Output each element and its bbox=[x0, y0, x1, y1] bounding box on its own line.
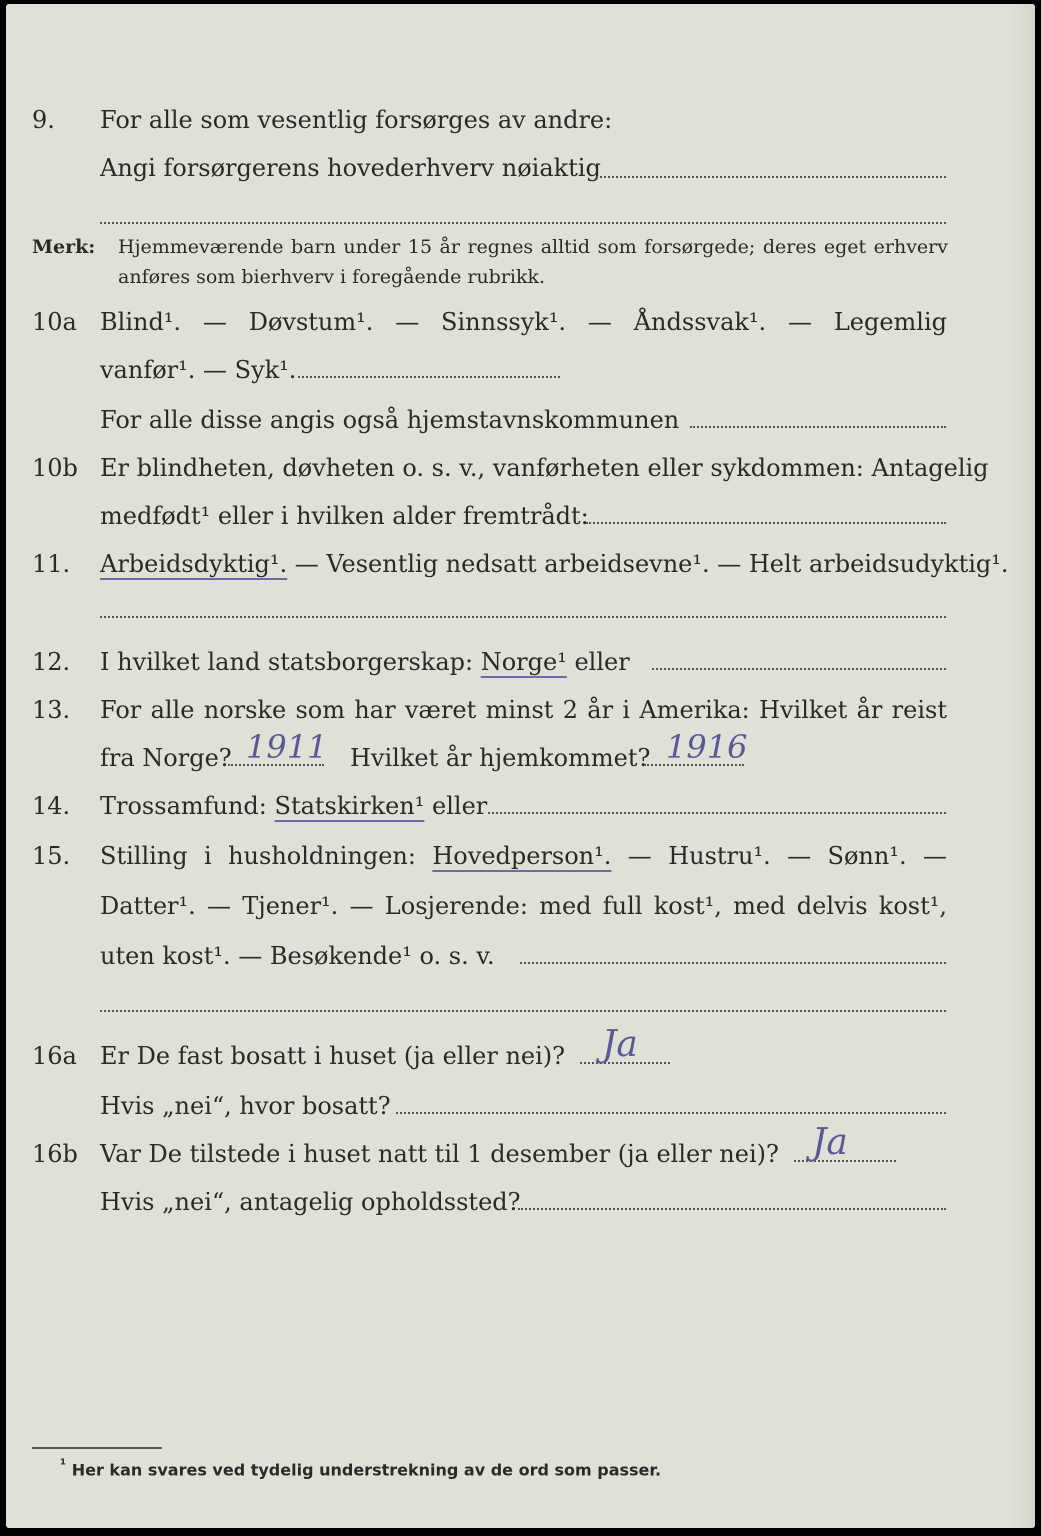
answer-line[interactable] bbox=[100, 616, 946, 618]
note-text-2: anføres som bierhverv i foregående rubrikk. bbox=[118, 266, 546, 288]
note-text-1: Hjemmeværende barn under 15 år regnes alltid som forsørgede; deres eget erhverv bbox=[118, 236, 948, 258]
question-9-line2 bbox=[6, 146, 1035, 190]
question-10a-line2 bbox=[6, 348, 1035, 392]
question-text-pre: Trossamfund: bbox=[100, 792, 275, 820]
question-text bbox=[100, 542, 1009, 586]
question-9 bbox=[6, 98, 1035, 142]
question-text: vanfør¹. — Syk¹. bbox=[100, 356, 297, 384]
question-number: 13. bbox=[32, 696, 71, 724]
question-number: 16b bbox=[32, 1140, 78, 1168]
question-text: Datter¹. — Tjener¹. — Losjerende: med full kost¹, med delvis kost¹, bbox=[100, 892, 947, 920]
answer-line[interactable] bbox=[488, 812, 946, 814]
question-text: Er De fast bosatt i huset (ja eller nei)? bbox=[100, 1042, 566, 1070]
question-text: Var De tilstede i huset natt til 1 desember (ja eller nei)? bbox=[100, 1140, 779, 1168]
question-text-post: — Hustru¹. — Sønn¹. — bbox=[611, 842, 947, 870]
answer-line[interactable] bbox=[100, 222, 946, 224]
question-text: For alle som vesentlig forsørges av andre: bbox=[100, 106, 613, 134]
question-13 bbox=[6, 688, 1035, 732]
question-10a-line3 bbox=[6, 398, 1035, 442]
question-14 bbox=[6, 784, 1035, 828]
question-13-line2 bbox=[6, 728, 1035, 780]
question-text-pre: I hvilket land statsborgerskap: bbox=[100, 648, 481, 676]
answer-line[interactable] bbox=[518, 1208, 946, 1210]
question-text-post: eller bbox=[566, 648, 630, 676]
answer-line[interactable] bbox=[298, 376, 560, 378]
underlined-answer[interactable]: Arbeidsdyktig¹. bbox=[100, 550, 288, 578]
question-text: Er blindheten, døvheten o. s. v., vanførheten eller sykdommen: Antagelig bbox=[100, 454, 989, 482]
form-page bbox=[6, 4, 1035, 1528]
question-number: 10b bbox=[32, 454, 78, 482]
question-text-rest: — Vesentlig nedsatt arbeidsevne¹. — Helt arbeidsudyktig¹. bbox=[287, 550, 1009, 578]
question-16b-line2 bbox=[6, 1180, 1035, 1224]
question-10b bbox=[6, 446, 1035, 490]
answer-line[interactable] bbox=[596, 176, 946, 178]
question-number: 16a bbox=[32, 1042, 77, 1070]
answer-line[interactable] bbox=[396, 1112, 946, 1114]
question-10b-line2 bbox=[6, 494, 1035, 538]
question-16a-line2 bbox=[6, 1084, 1035, 1128]
footnote-marker: ¹ bbox=[60, 1457, 67, 1473]
question-text: Hvilket år hjemkommet? bbox=[350, 744, 651, 772]
question-text-post: eller bbox=[424, 792, 488, 820]
answer-line[interactable] bbox=[652, 668, 946, 670]
question-number: 11. bbox=[32, 550, 71, 578]
footnote-rule bbox=[32, 1447, 162, 1449]
handwritten-answer: 1911 bbox=[246, 728, 328, 766]
question-16a bbox=[6, 1024, 1035, 1078]
answer-line[interactable] bbox=[100, 1010, 946, 1012]
question-text: For alle disse angis også hjemstavnskommunen bbox=[100, 406, 680, 434]
question-15 bbox=[6, 834, 1035, 878]
question-text: Hvis „nei“, hvor bosatt? bbox=[100, 1092, 391, 1120]
question-number: 9. bbox=[32, 106, 55, 134]
answer-line[interactable] bbox=[690, 426, 946, 428]
question-text: fra Norge? bbox=[100, 744, 232, 772]
question-16b bbox=[6, 1122, 1035, 1176]
note-label: Merk: bbox=[32, 236, 96, 258]
question-text: Angi forsørgerens hovederhverv nøiaktig bbox=[100, 154, 601, 182]
question-text-pre: Stilling i husholdningen: bbox=[100, 842, 433, 870]
underlined-answer[interactable]: Statskirken¹ bbox=[274, 792, 425, 820]
question-number: 10a bbox=[32, 308, 77, 336]
footnote bbox=[60, 1457, 661, 1479]
underlined-answer[interactable]: Hovedperson¹. bbox=[432, 842, 612, 870]
question-11 bbox=[6, 542, 1035, 586]
question-number: 12. bbox=[32, 648, 71, 676]
question-15-line2 bbox=[6, 884, 1035, 928]
question-text: Hvis „nei“, antagelig opholdssted? bbox=[100, 1188, 521, 1216]
question-text: Blind¹. — Døvstum¹. — Sinnssyk¹. — Åndssvak¹. — Legemlig bbox=[100, 308, 947, 336]
question-12 bbox=[6, 640, 1035, 684]
answer-line[interactable] bbox=[586, 522, 946, 524]
question-text bbox=[100, 640, 630, 684]
question-text: medfødt¹ eller i hvilken alder fremtrådt: bbox=[100, 502, 589, 530]
question-text: For alle norske som har været minst 2 år i Amerika: Hvilket år reist bbox=[100, 696, 947, 724]
question-number: 14. bbox=[32, 792, 71, 820]
underlined-answer[interactable]: Norge¹ bbox=[480, 648, 567, 676]
answer-line[interactable] bbox=[520, 962, 946, 964]
question-text: uten kost¹. — Besøkende¹ o. s. v. bbox=[100, 942, 495, 970]
handwritten-answer: Ja bbox=[602, 1024, 638, 1065]
question-number: 15. bbox=[32, 842, 71, 870]
footnote-text: Her kan svares ved tydelig understrekning av de ord som passer. bbox=[71, 1460, 662, 1480]
handwritten-answer: Ja bbox=[812, 1122, 848, 1163]
question-text bbox=[100, 784, 487, 828]
question-10a bbox=[6, 300, 1035, 344]
handwritten-answer: 1916 bbox=[666, 728, 748, 766]
question-15-line3 bbox=[6, 934, 1035, 978]
question-text bbox=[100, 834, 947, 878]
